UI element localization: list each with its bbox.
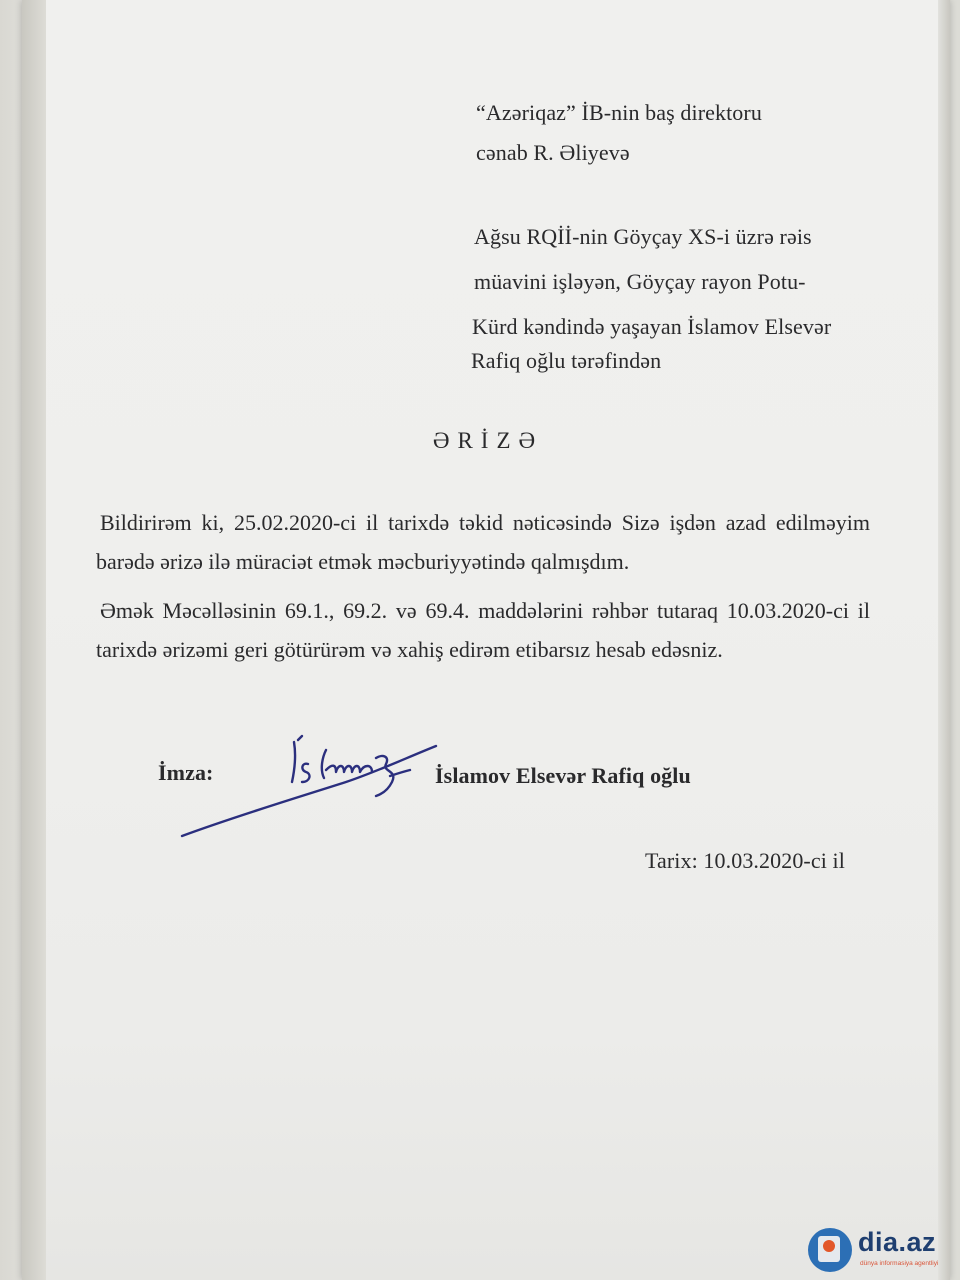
handwritten-signature — [176, 724, 446, 844]
document-title: ƏRİZƏ — [432, 428, 544, 453]
signature-label: İmza: — [158, 760, 214, 785]
paragraph-2: Əmək Məcəlləsinin 69.1., 69.2. və 69.4. maddələrini rəhbər tutaraq 10.03.2020-ci il tarixdə ərizəmi geri götürürəm və xahiş edirəm etibarsız hesab edəsniz. — [96, 598, 870, 662]
watermark-brand: dia.az — [858, 1227, 937, 1257]
signer-name: İslamov Elsevər Rafiq oğlu — [435, 763, 691, 788]
date-line: Tarix: 10.03.2020-ci il — [645, 848, 845, 873]
dia-az-watermark — [808, 1228, 938, 1276]
recipient-line-2: cənab R. Əliyevə — [476, 140, 630, 165]
sender-line-1: Ağsu RQİİ-nin Göyçay XS-i üzrə rəis — [474, 224, 812, 249]
paragraph-1: Bildirirəm ki, 25.02.2020-ci il tarixdə təkid nəticəsində Sizə işdən azad edilməyim barədə ərizə ilə müraciət etmək məcburiyyətində qalmışdım. — [96, 510, 870, 574]
recipient-line-1: “Azəriqaz” İB-nin baş direktoru — [476, 100, 762, 125]
sender-line-2: müavini işləyən, Göyçay rayon Potu- — [474, 269, 806, 294]
watermark-tagline: dünya informasiya agentliyi — [860, 1260, 939, 1267]
dia-logo-icon — [808, 1228, 852, 1272]
sender-line-3: Kürd kəndində yaşayan İslamov Elsevər — [472, 314, 832, 339]
sender-line-4: Rafiq oğlu tərəfindən — [471, 348, 662, 373]
